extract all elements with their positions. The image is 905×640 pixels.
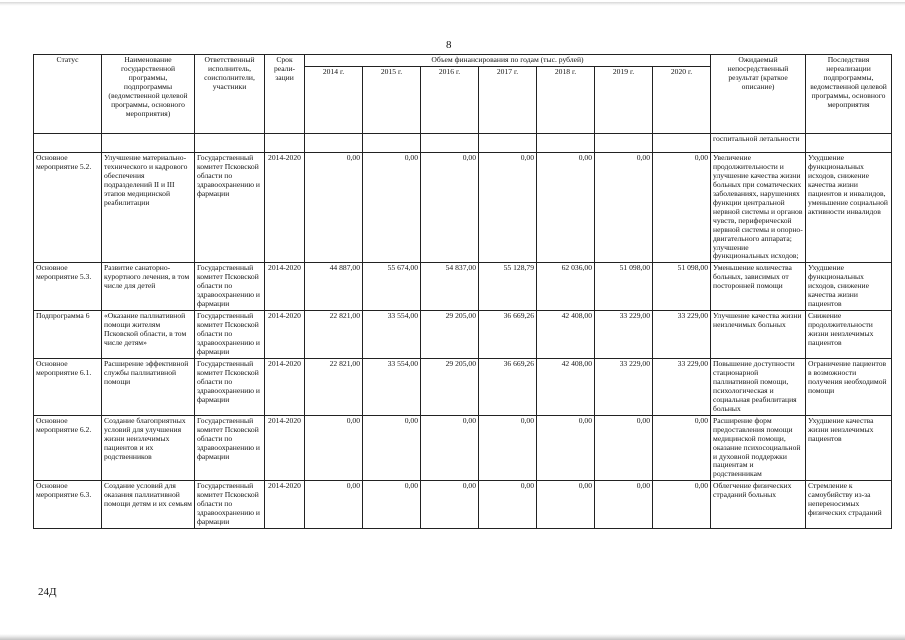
cell-value: 0,00	[305, 415, 363, 481]
cell-empty	[479, 134, 537, 153]
cell-value: 44 887,00	[305, 263, 363, 311]
header-year: 2016 г.	[421, 67, 479, 134]
cell-value: 33 554,00	[363, 358, 421, 415]
cell-empty	[421, 134, 479, 153]
cell-value: 33 554,00	[363, 311, 421, 359]
table-row	[34, 358, 892, 415]
cell-empty	[102, 134, 195, 153]
cell-status: Подпрограмма 6	[34, 311, 102, 359]
cell-value: 0,00	[479, 481, 537, 529]
cell-value: 0,00	[537, 415, 595, 481]
cell-name: Создание условий для оказания паллиативной помощи детям и их семьям	[102, 481, 195, 529]
cell-executor: Государственный комитет Псковской области по здравоохранению и фармации	[195, 153, 265, 263]
cell-value: 0,00	[595, 415, 653, 481]
cell-status: Основное мероприятие 6.2.	[34, 415, 102, 481]
cell-consequences: Ограничение пациентов в возможности получения необходимой помощи	[806, 358, 892, 415]
cell-empty	[806, 134, 892, 153]
cell-empty	[265, 134, 305, 153]
header-consequences: Последствия нереализации подпрограммы, ведомственной целевой программы, основного мероприятия	[806, 55, 892, 134]
cell-name: Улучшение материально-технического и кадрового обеспечения подразделений II и III этапов медицинской реабилитации	[102, 153, 195, 263]
cell-name: «Оказание паллиативной помощи жителям Псковской области, в том числе детям»	[102, 311, 195, 359]
cell-empty	[34, 134, 102, 153]
cell-term: 2014-2020	[265, 358, 305, 415]
cell-value: 42 408,00	[537, 311, 595, 359]
header-row-top	[34, 55, 892, 67]
cell-consequences: Стремление к самоубийству из-за непереносимых физических страданий	[806, 481, 892, 529]
continuation-row	[34, 134, 892, 153]
cell-name: Расширение эффективной службы паллиативной помощи	[102, 358, 195, 415]
header-year: 2020 г.	[653, 67, 711, 134]
table-row	[34, 311, 892, 359]
cell-value: 0,00	[363, 415, 421, 481]
header-year: 2017 г.	[479, 67, 537, 134]
cell-empty	[537, 134, 595, 153]
cell-expected: Облегчение физических страданий больных	[711, 481, 806, 529]
cell-value: 55 128,79	[479, 263, 537, 311]
table-row	[34, 263, 892, 311]
cell-value: 33 229,00	[653, 311, 711, 359]
header-year: 2015 г.	[363, 67, 421, 134]
cell-expected: Увеличение продолжительности и улучшение качества жизни больных при соматических заболеваниях, нарушениях функции центральной нервной системы и органов чувств, периферической нервной системы и опорно-двигательного аппарата; улучшение функциональных исходов;	[711, 153, 806, 263]
header-term: Срок реали-зации	[265, 55, 305, 134]
cell-status: Основное мероприятие 5.2.	[34, 153, 102, 263]
cell-value: 33 229,00	[653, 358, 711, 415]
cell-value: 62 036,00	[537, 263, 595, 311]
cell-value: 0,00	[653, 153, 711, 263]
cell-value: 29 205,00	[421, 311, 479, 359]
header-name: Наименование государственной программы, подпрограммы (ведомственной целевой программы, основного мероприятия)	[102, 55, 195, 134]
cell-expected: Улучшение качества жизни неизлечимых больных	[711, 311, 806, 359]
cell-value: 0,00	[595, 481, 653, 529]
cell-value: 0,00	[479, 153, 537, 263]
cell-executor: Государственный комитет Псковской области по здравоохранению и фармации	[195, 358, 265, 415]
header-executor: Ответственный исполнитель, соисполнители, участники	[195, 55, 265, 134]
cell-value: 0,00	[653, 415, 711, 481]
header-expected: Ожидаемый непосредственный результат (краткое описание)	[711, 55, 806, 134]
cell-value: 36 669,26	[479, 358, 537, 415]
cell-empty	[595, 134, 653, 153]
cell-status: Основное мероприятие 6.1.	[34, 358, 102, 415]
cell-value: 0,00	[595, 153, 653, 263]
table-row	[34, 481, 892, 529]
scan-edge-top	[0, 2, 905, 6]
cell-empty	[305, 134, 363, 153]
header-year: 2018 г.	[537, 67, 595, 134]
header-status: Статус	[34, 55, 102, 134]
cell-value: 0,00	[305, 153, 363, 263]
cell-value: 22 821,00	[305, 311, 363, 359]
cell-empty	[653, 134, 711, 153]
header-year: 2019 г.	[595, 67, 653, 134]
cell-expected: госпитальной летальности	[711, 134, 806, 153]
cell-executor: Государственный комитет Псковской области по здравоохранению и фармации	[195, 263, 265, 311]
cell-value: 0,00	[421, 153, 479, 263]
footer-code: 24Д	[38, 586, 57, 598]
cell-expected: Расширение форм предоставления помощи медицинской помощи, оказание психосоциальной и духовной поддержки пациентам и родственникам	[711, 415, 806, 481]
cell-value: 0,00	[305, 481, 363, 529]
cell-value: 51 098,00	[653, 263, 711, 311]
program-table	[33, 54, 892, 529]
cell-value: 0,00	[653, 481, 711, 529]
cell-value: 0,00	[421, 415, 479, 481]
cell-value: 51 098,00	[595, 263, 653, 311]
cell-value: 33 229,00	[595, 358, 653, 415]
cell-name: Развитие санаторно-курортного лечения, в том числе для детей	[102, 263, 195, 311]
cell-value: 54 837,00	[421, 263, 479, 311]
cell-executor: Государственный комитет Псковской области по здравоохранению и фармации	[195, 311, 265, 359]
table-row	[34, 153, 892, 263]
cell-empty	[195, 134, 265, 153]
cell-consequences: Ухудшение функциональных исходов, снижение качества жизни пациентов	[806, 263, 892, 311]
cell-expected: Повышение доступности стационарной паллиативной помощи, психологическая и социальная реабилитация больных	[711, 358, 806, 415]
cell-value: 55 674,00	[363, 263, 421, 311]
cell-value: 42 408,00	[537, 358, 595, 415]
cell-status: Основное мероприятие 5.3.	[34, 263, 102, 311]
cell-value: 29 205,00	[421, 358, 479, 415]
cell-expected: Уменьшение количества больных, зависимых от посторонней помощи	[711, 263, 806, 311]
cell-name: Создание благоприятных условий для улучшения жизни неизлечимых пациентов и их родственников	[102, 415, 195, 481]
header-funding: Объем финансирования по годам (тыс. рублей)	[305, 55, 711, 67]
cell-value: 0,00	[537, 481, 595, 529]
cell-term: 2014-2020	[265, 311, 305, 359]
cell-consequences: Снижение продолжительности жизни неизлечимых пациентов	[806, 311, 892, 359]
cell-executor: Государственный комитет Псковской области по здравоохранению и фармации	[195, 415, 265, 481]
cell-value: 0,00	[479, 415, 537, 481]
cell-term: 2014-2020	[265, 481, 305, 529]
cell-value: 0,00	[421, 481, 479, 529]
table-row	[34, 415, 892, 481]
header-year: 2014 г.	[305, 67, 363, 134]
cell-empty	[363, 134, 421, 153]
cell-value: 0,00	[363, 153, 421, 263]
cell-term: 2014-2020	[265, 263, 305, 311]
cell-value: 33 229,00	[595, 311, 653, 359]
cell-consequences: Ухудшение функциональных исходов, снижение качества жизни пациентов и инвалидов, уменьшение социальной активности инвалидов	[806, 153, 892, 263]
cell-term: 2014-2020	[265, 153, 305, 263]
scan-edge-bottom	[0, 634, 905, 640]
cell-term: 2014-2020	[265, 415, 305, 481]
cell-status: Основное мероприятие 6.3.	[34, 481, 102, 529]
cell-value: 0,00	[363, 481, 421, 529]
cell-value: 36 669,26	[479, 311, 537, 359]
cell-consequences: Ухудшение качества жизни неизлечимых пациентов	[806, 415, 892, 481]
page-number: 8	[446, 39, 452, 51]
cell-value: 22 821,00	[305, 358, 363, 415]
cell-executor: Государственный комитет Псковской области по здравоохранению и фармации	[195, 481, 265, 529]
cell-value: 0,00	[537, 153, 595, 263]
